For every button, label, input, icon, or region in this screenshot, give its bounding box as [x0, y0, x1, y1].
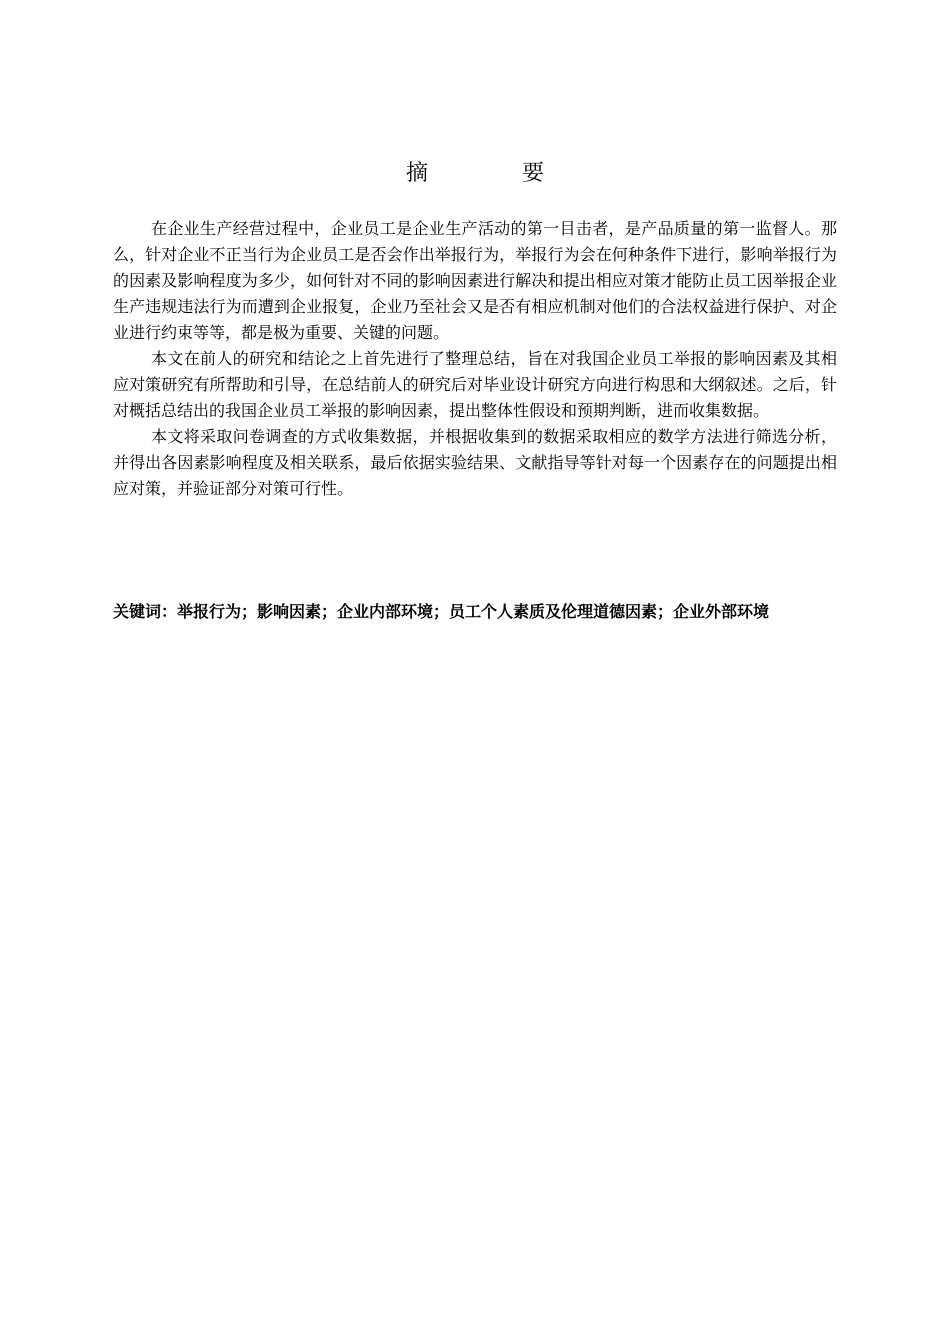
- abstract-paragraph-1: 在企业生产经营过程中，企业员工是企业生产活动的第一目击者，是产品质量的第一监督人。那么，针对企业不正当行为企业员工是否会作出举报行为，举报行为会在何种条件下进行，影响举报行为的因素及影响程度为多少，如何针对不同的影响因素进行解决和提出相应对策才能防止员工因举报企业生产违规违法行为而遭到企业报复，企业乃至社会又是否有相应机制对他们的合法权益进行保护、对企业进行约束等等，都是极为重要、关键的问题。: [113, 219, 837, 342]
- abstract-body: [113, 216, 837, 502]
- abstract-paragraph-2: 本文在前人的研究和结论之上首先进行了整理总结，旨在对我国企业员工举报的影响因素及其相应对策研究有所帮助和引导，在总结前人的研究后对毕业设计研究方向进行构思和大纲叙述。之后，针对概括总结出的我国企业员工举报的影响因素，提出整体性假设和预期判断，进而收集数据。: [113, 349, 837, 420]
- abstract-title: 摘 要: [405, 161, 580, 186]
- abstract-paragraph-3: 本文将采取问卷调查的方式收集数据，并根据收集到的数据采取相应的数学方法进行筛选分析，并得出各因素影响程度及相关联系，最后依据实验结果、文献指导等针对每一个因素存在的问题提出相应对策，并验证部分对策可行性。: [113, 427, 837, 498]
- keywords-line: 关键词：举报行为；影响因素；企业内部环境；员工个人素质及伦理道德因素；企业外部环境: [113, 602, 770, 621]
